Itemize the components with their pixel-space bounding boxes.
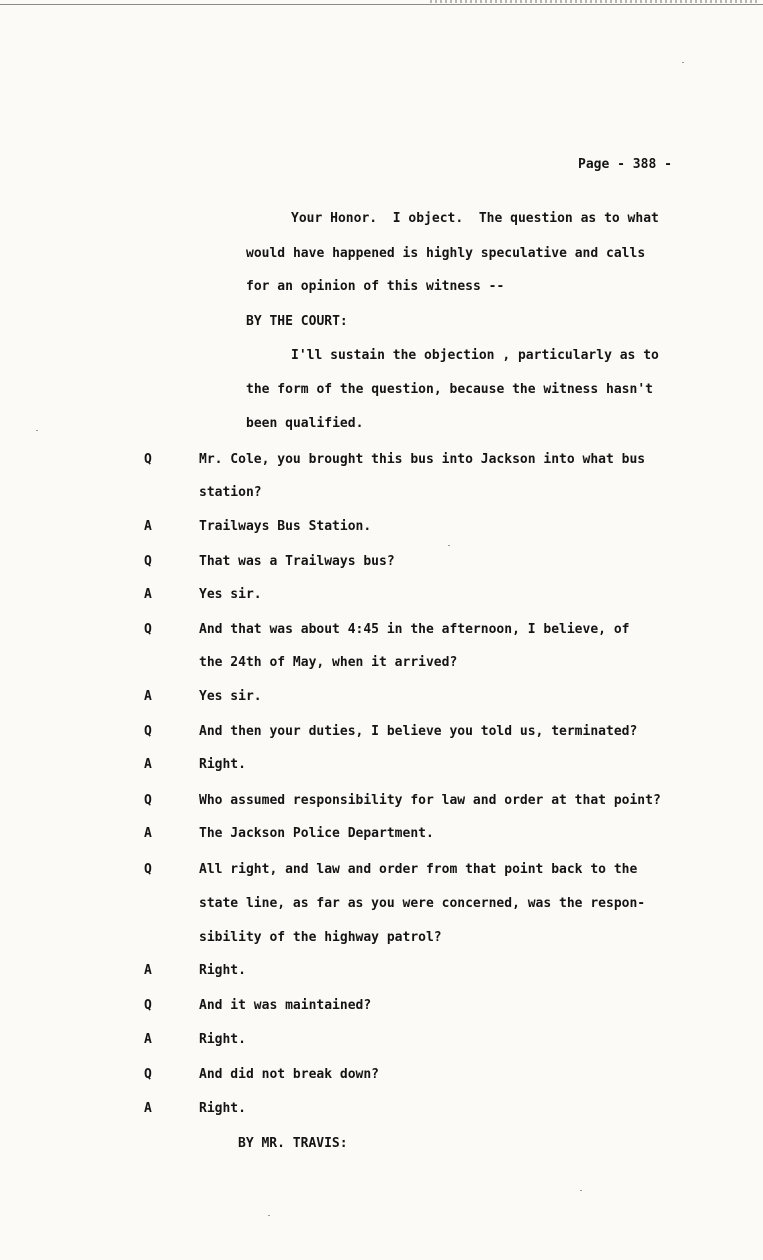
scan-speck [682,62,684,63]
a-marker: A [144,519,152,534]
q-marker: Q [144,998,152,1013]
page-number: Page - 388 - [578,157,672,172]
question-line: station? [199,485,262,500]
answer-line: Yes sir. [199,689,262,704]
q-marker: Q [144,793,152,808]
answer-line: Right. [199,1101,246,1116]
top-edge-marks [430,0,760,3]
scan-speck [268,1215,270,1216]
answer-line: Right. [199,1032,246,1047]
q-marker: Q [144,452,152,467]
speaker-heading: BY THE COURT: [246,314,348,329]
question-line: sibility of the highway patrol? [199,930,442,945]
q-marker: Q [144,622,152,637]
question-line: All right, and law and order from that point back to the [199,862,638,877]
transcript-line: the form of the question, because the witness hasn't [246,382,653,397]
a-marker: A [144,1101,152,1116]
question-line: the 24th of May, when it arrived? [199,655,458,670]
top-edge-rule [0,4,763,5]
a-marker: A [144,757,152,772]
scan-speck [580,1190,582,1191]
scan-speck [36,430,38,431]
q-marker: Q [144,862,152,877]
answer-line: The Jackson Police Department. [199,826,434,841]
transcript-line: I'll sustain the objection , particularly as to [291,348,659,363]
answer-line: Trailways Bus Station. [199,519,372,534]
transcript-line: Your Honor. I object. The question as to what [291,211,659,226]
speaker-heading: BY MR. TRAVIS: [238,1136,348,1151]
scan-speck [448,545,450,546]
a-marker: A [144,963,152,978]
answer-line: Yes sir. [199,587,262,602]
q-marker: Q [144,724,152,739]
q-marker: Q [144,554,152,569]
question-line: Who assumed responsibility for law and order at that point? [199,793,661,808]
a-marker: A [144,1032,152,1047]
a-marker: A [144,689,152,704]
question-line: And did not break down? [199,1067,380,1082]
question-line: Mr. Cole, you brought this bus into Jackson into what bus [199,452,646,467]
transcript-line: been qualified. [246,416,364,431]
answer-line: Right. [199,963,246,978]
question-line: And that was about 4:45 in the afternoon, I believe, of [199,622,630,637]
transcript-line: for an opinion of this witness -- [246,279,505,294]
answer-line: Right. [199,757,246,772]
a-marker: A [144,587,152,602]
q-marker: Q [144,1067,152,1082]
question-line: And then your duties, I believe you told us, terminated? [199,724,638,739]
question-line: And it was maintained? [199,998,372,1013]
question-line: state line, as far as you were concerned, was the respon- [199,896,646,911]
question-line: That was a Trailways bus? [199,554,395,569]
a-marker: A [144,826,152,841]
transcript-line: would have happened is highly speculative and calls [246,246,646,261]
